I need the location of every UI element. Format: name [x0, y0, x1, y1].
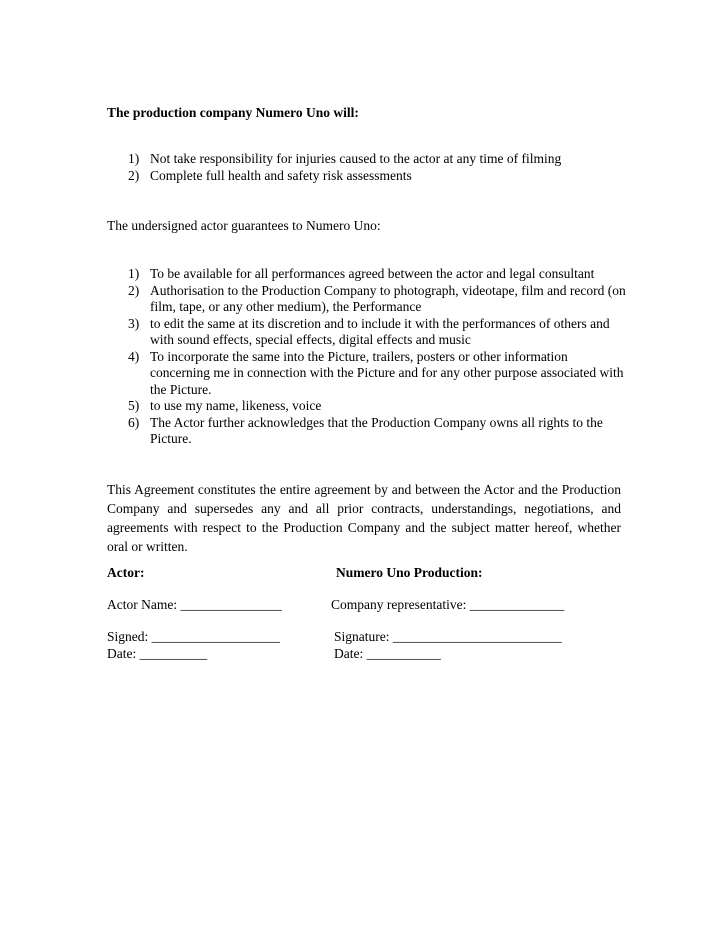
list-text: The Actor further acknowledges that the Production Company owns all rights to the Picture.	[150, 414, 603, 446]
list-item	[107, 415, 627, 448]
actor-date-field: Date: __________	[107, 646, 208, 661]
agreement-paragraph: This Agreement constitutes the entire agreement by and between the Actor and the Production Company and supersedes any and all prior contracts, understandings, negotiations, and agreements with respect to the Production Company and the subject matter hereof, whether oral or written.	[107, 482, 621, 554]
company-rep-field: Company representative: ______________	[331, 597, 565, 612]
company-date-field: Date: ___________	[334, 646, 441, 661]
list-item	[107, 168, 627, 185]
list-number: 1)	[128, 151, 140, 166]
list-item	[107, 151, 627, 168]
list-text: To incorporate the same into the Picture, trailers, posters or other information concerning me in connection with the Picture and for any other purpose associated with the Picture.	[150, 348, 624, 397]
list-item	[107, 316, 627, 349]
list-item	[107, 398, 627, 415]
list-number: 2)	[128, 282, 140, 298]
list-text: to edit the same at its discretion and to include it with the performances of others and with sound effects, special effects, digital effects and music	[150, 315, 610, 347]
section1-list	[107, 151, 627, 184]
section1-heading: The production company Numero Uno will:	[107, 105, 359, 120]
list-text: To be available for all performances agreed between the actor and legal consultant	[150, 266, 595, 281]
list-text: Complete full health and safety risk assessments	[150, 167, 412, 183]
list-text: to use my name, likeness, voice	[150, 398, 322, 413]
list-number: 6)	[128, 414, 140, 430]
list-item	[107, 283, 627, 316]
company-heading: Numero Uno Production:	[336, 565, 483, 580]
list-number: 2)	[128, 167, 140, 183]
list-text: Not take responsibility for injuries caused to the actor at any time of filming	[150, 151, 562, 166]
list-item	[107, 349, 627, 399]
section2-heading: The undersigned actor guarantees to Numero Uno:	[107, 218, 381, 233]
list-text: Authorisation to the Production Company to photograph, videotape, film and record (on film, tape, or any other medium), the Performance	[150, 282, 626, 314]
list-number: 1)	[128, 266, 140, 281]
actor-name-field: Actor Name: _______________	[107, 597, 282, 612]
list-number: 5)	[128, 398, 140, 413]
company-signature-field: Signature: _________________________	[334, 629, 562, 644]
list-number: 3)	[128, 315, 140, 331]
list-item	[107, 266, 627, 283]
section2-list	[107, 266, 627, 448]
actor-heading: Actor:	[107, 565, 145, 580]
list-number: 4)	[128, 348, 140, 364]
actor-signed-field: Signed: ___________________	[107, 629, 280, 644]
